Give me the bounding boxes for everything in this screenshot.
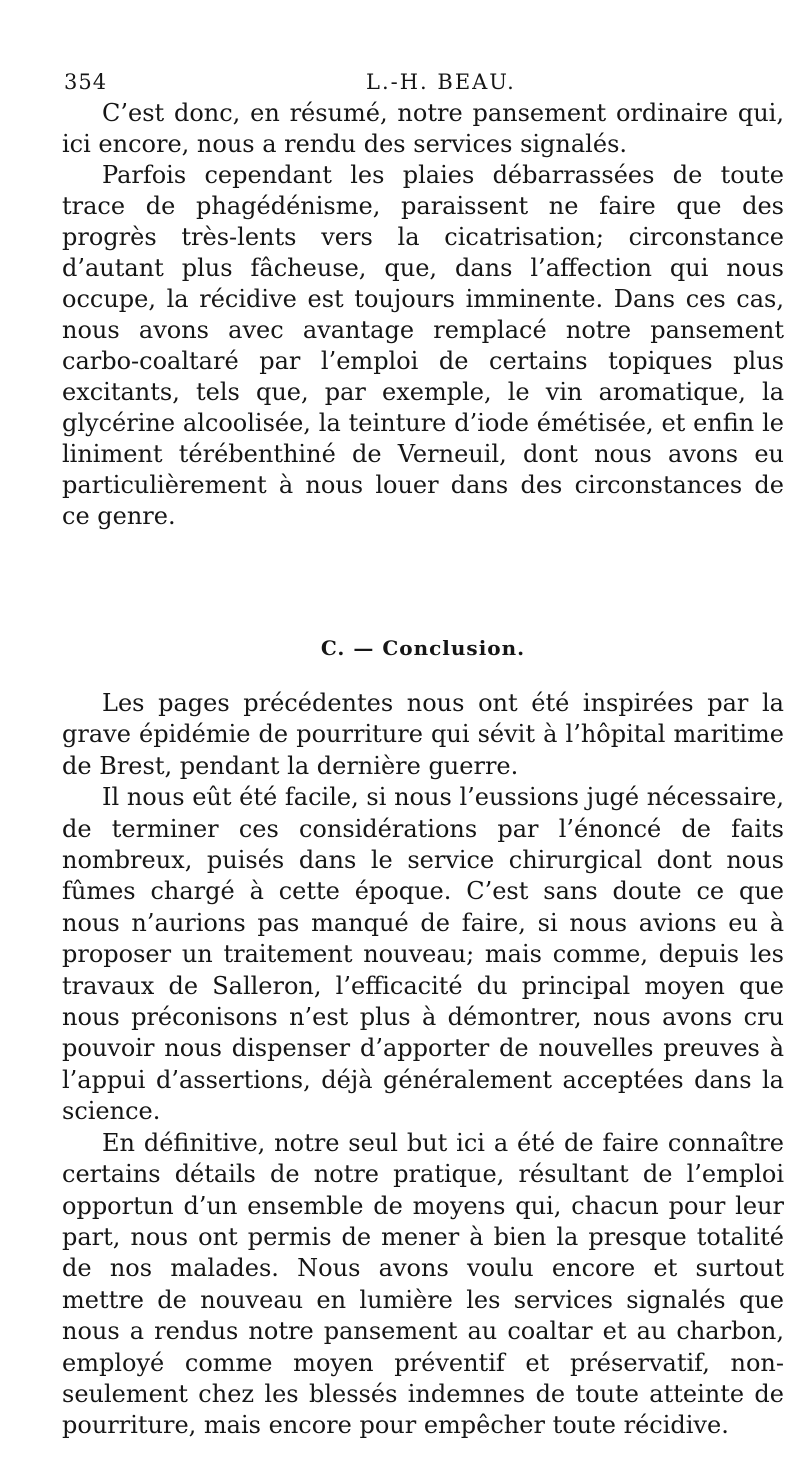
paragraph-facts: Il nous eût été facile, si nous l’eussions jugé nécessaire, de terminer ces considérations par l’énoncé de faits nombreux, puisés dans le service chirurgical dont nous fûmes chargé à cette époque. C’est sans doute ce que nous n’aurions pas manqué de faire, si nous avions eu à proposer un traitement nouveau; mais comme, depuis les travaux de Salleron, l’efficacité du principal moyen que nous préconisons n’est plus à démontrer, nous avons cru pouvoir nous dispenser d’apporter de nouvelles preuves à l’appui d’assertions, déjà généralement acceptées dans la science.	[62, 783, 784, 1126]
running-head: L.-H. BEAU.	[366, 70, 516, 94]
page-header	[64, 62, 764, 102]
paragraph-epidemic: Les pages précédentes nous ont été inspirées par la grave épidémie de pourriture qui sévit à l’hôpital maritime de Brest, pendant la dernière guerre.	[62, 689, 784, 780]
section-heading: C. — Conclusion.	[320, 636, 526, 660]
page-number: 354	[64, 70, 108, 94]
paragraph-definitive: En définitive, notre seul but ici a été de faire connaître certains détails de notre pratique, résultant de l’emploi opportun d’un ensemble de moyens qui, chacun pour leur part, nous ont permis de mener à bien la presque totalité de nos malades. Nous avons voulu encore et surtout mettre de nouveau en lumière les services signalés que nous a rendus notre pansement au coaltar et au charbon, employé comme moyen préventif et préservatif, non-seulement chez les blessés indemnes de toute atteinte de pourriture, mais encore pour empêcher toute récidive.	[62, 1128, 784, 1440]
body-text	[62, 98, 784, 1440]
conclusion-section	[62, 688, 784, 1442]
paragraph-topical-treatment: Parfois cependant les plaies débarrassées de toute trace de phagédénisme, paraissent ne faire que des progrès très-lents vers la cicatrisation; circonstance d’autant plus fâcheuse, que, dans l’affection qui nous occupe, la récidive est toujours imminente. Dans ces cas, nous avons avec avantage remplacé notre pansement carbo-coaltaré par l’emploi de certains topiques plus excitants, tels que, par exemple, le vin aromatique, la glycérine alcoolisée, la teinture d’iode émétisée, et enfin le liniment térébenthiné de Verneuil, dont nous avons eu particulièrement à nous louer dans des circonstances de ce genre.	[62, 161, 784, 530]
paragraph-summary: C’est donc, en résumé, notre pansement ordinaire qui, ici encore, nous a rendu des services signalés.	[62, 99, 784, 158]
